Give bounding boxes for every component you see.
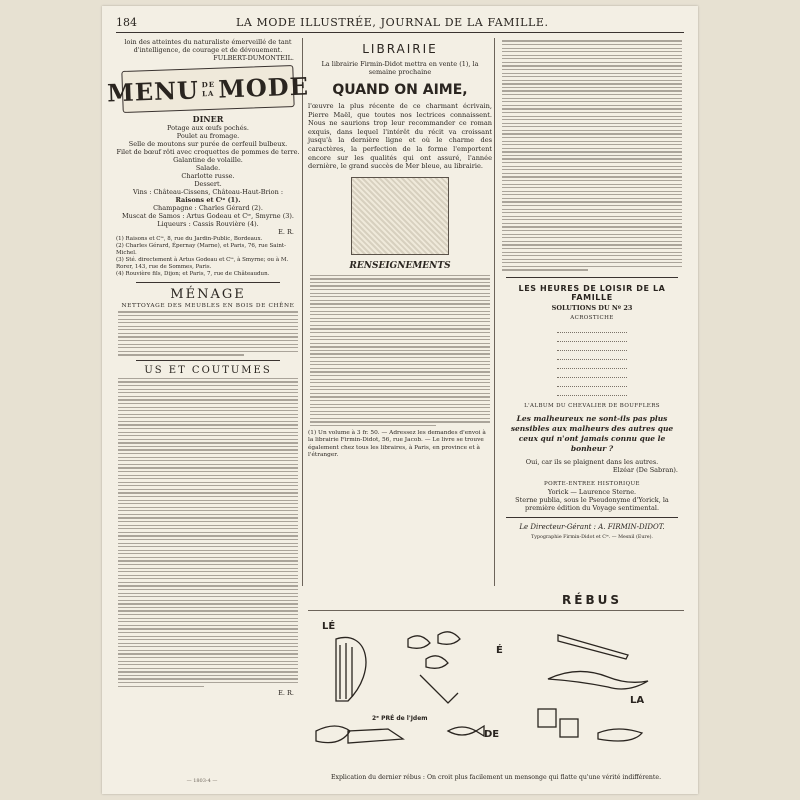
duck-icon	[426, 656, 448, 669]
menu-signature: E. R.	[278, 228, 294, 236]
printer-line: Typographie Firmin-Didot et Cⁱᵉ. — Mesnil (Eure).	[531, 534, 653, 540]
menu-note: (1) Raisons et Cⁱᵉ, 8, rue du Jardin-Public, Bordeaux.	[116, 236, 263, 242]
librairie-footnote: (1) Un volume à 3 fr. 50. — Adressez les demandes d'envoi à la librairie Firmin-Didot, 56, rue Jacob. — Le livre se trouve également chez tous les libraires, à Paris, en province et à l'étranger.	[308, 430, 486, 458]
heures-de-loisir-title: LES HEURES DE LOISIR DE LA FAMILLE	[518, 283, 666, 302]
mode-word: MODE	[217, 70, 310, 104]
menage-subtitle: NETTOYAGE DES MEUBLES EN BOIS DE CHÊNE	[121, 303, 295, 309]
menu-word: MENU	[106, 74, 200, 108]
menu-note: (2) Charles Gérard, Épernay (Marne), et Paris, 76, rue Saint-Michel.	[116, 243, 286, 256]
book-title: QUAND ON AIME,	[332, 82, 468, 98]
lizard-icon	[548, 671, 648, 689]
champagne-line: Champagne : Charles Gérard (2).	[153, 204, 263, 212]
shoe-icon	[348, 729, 403, 743]
column-rule-1	[302, 38, 303, 586]
menage-text	[116, 311, 300, 355]
left-column	[106, 38, 310, 698]
rebus-explanation: Explication du dernier rébus : On croit plus facilement un mensonge qui flatte qu'une vérité indifférente.	[330, 774, 662, 781]
rebus-letters-la: LA	[630, 695, 645, 706]
hand-icon	[316, 726, 350, 743]
porte-entree-title: PORTE-ENTREE HISTORIQUE	[544, 480, 640, 487]
vins-supplier: Raisons et Cⁱᵉ (1).	[175, 196, 241, 204]
section-divider	[506, 277, 678, 278]
renseignements-title: RENSEIGNEMENTS	[349, 260, 451, 271]
directeur-gerant: Le Directeur-Gérant : A. FIRMIN-DIDOT.	[519, 522, 665, 531]
diner-item: Potage aux œufs pochés.	[167, 124, 249, 132]
rebus-letters-le: LÉ	[322, 621, 336, 632]
us-coutumes-signature: E. R.	[278, 689, 294, 698]
diner-heading: DINER	[192, 114, 224, 124]
reading-woman-illustration	[351, 177, 449, 255]
porte-entree-line: Sterne publia, sous le Pseudonyme d'Yorick, la première édition du Voyage sentimental.	[515, 495, 669, 512]
section-divider	[506, 517, 678, 518]
album-answer: Oui, car ils se plaignent dans les autres.	[525, 457, 659, 466]
column-rule-2	[494, 38, 495, 586]
liqueurs-line: Liqueurs : Cassis Rouvière (4).	[157, 220, 259, 228]
acrostiche-label: ACROSTICHE	[570, 314, 614, 321]
solutions-heading: SOLUTIONS DU Nº 23	[551, 303, 633, 312]
rebus-pre-label: 2ᵉ PRÉ de l'Jdem	[372, 715, 428, 722]
muscat-line: Muscat de Samos : Artus Godeau et Cⁱᵉ, Smyrne (3).	[122, 212, 294, 220]
album-quote: Les malheureux ne sont-ils pas plus sensibles aux malheurs des autres que ceux qui n'ont jamais connu que le bonheur ?	[510, 413, 674, 453]
menu-de-la-mode-banner	[106, 65, 310, 113]
renseignements-text	[308, 275, 492, 426]
diner-item: Filet de bœuf rôti avec croquettes de pommes de terre.	[116, 148, 300, 156]
pointing-hand-icon	[598, 729, 642, 741]
album-title: L'ALBUM DU CHEVALIER DE BOUFFLERS	[524, 402, 660, 409]
page-foot-mark: — 1803-4 —	[186, 778, 218, 784]
journal-title: LA MODE ILLUSTRÉE, JOURNAL DE LA FAMILLE.	[236, 16, 549, 29]
diner-item: Charlotte russe.	[181, 172, 235, 180]
acrostiche-grid	[557, 326, 627, 396]
menu-note: (4) Rouvière fils, Dijon; et Paris, 7, rue de Châteaudun.	[116, 271, 270, 277]
porte-entree-line: Yorick — Laurence Sterne.	[547, 487, 637, 496]
knife-icon	[558, 635, 628, 659]
renseignements-continued	[500, 40, 684, 270]
us-coutumes-text	[116, 378, 300, 687]
right-column	[500, 38, 684, 542]
duck-icon	[438, 632, 460, 645]
menu-note: (3) Sté. directement à Artus Godeau et Cⁱᵉ, à Smyrne; ou à M. Rorer, 143, rue de Sommes, Paris.	[116, 257, 289, 270]
fish-icon	[448, 726, 484, 736]
rebus-title: RÉBUS	[562, 593, 622, 607]
album-author: Elzéar (De Sabran).	[612, 465, 678, 474]
menage-title: MÉNAGE	[170, 287, 246, 302]
dice-icon	[560, 719, 578, 737]
saw-icon	[420, 675, 458, 703]
diner-item: Dessert.	[194, 180, 222, 188]
rebus-letter-e: É	[496, 645, 503, 656]
page-number: 184	[116, 16, 137, 29]
librairie-title: LIBRAIRIE	[362, 42, 438, 56]
intro-line: loin des atteintes du naturaliste émerveillé de tant	[124, 38, 292, 46]
diner-item: Selle de moutons sur purée de cerfeuil bulbeux.	[128, 140, 288, 148]
rebus-letters-de: DE	[484, 729, 500, 740]
book-description: l'œuvre la plus récente de ce charmant écrivain, Pierre Maël, que toutes nos lectrices connaissent. Nous ne saurions trop leur recommander ce roman exquis, dans lequel l'intérêt du récit va croissant jusqu'à la dernière ligne et où le charme des caractères, la perfection de la forme l'emportent encore sur les qualités qui ont assuré, l'année dernière, le grand succès de Mer bleue, au librairie.	[308, 102, 492, 171]
diner-item: Galantine de volaille.	[173, 156, 243, 164]
diner-item: Poulet au fromage.	[176, 132, 240, 140]
journal-page	[102, 6, 698, 794]
de-la-word: DE LA	[201, 79, 216, 99]
page-header	[116, 14, 684, 33]
rebus-puzzle	[308, 610, 684, 769]
duck-icon	[408, 636, 430, 649]
intro-author: FULBERT-DUMONTEIL.	[213, 54, 294, 62]
middle-column	[308, 38, 492, 459]
librairie-intro: La librairie Firmin-Didot mettra en vente (1), la semaine prochaine	[321, 60, 479, 76]
section-divider	[136, 282, 280, 283]
rebus-drawing	[308, 611, 684, 769]
dice-icon	[538, 709, 556, 727]
vins-line: Vins : Château-Cissens, Château-Haut-Brion :	[132, 188, 284, 196]
us-coutumes-title: US ET COUTUMES	[144, 364, 272, 376]
section-divider	[136, 360, 280, 361]
diner-item: Salade.	[195, 164, 221, 172]
intro-line: d'intelligence, de courage et de dévouement.	[133, 46, 283, 54]
